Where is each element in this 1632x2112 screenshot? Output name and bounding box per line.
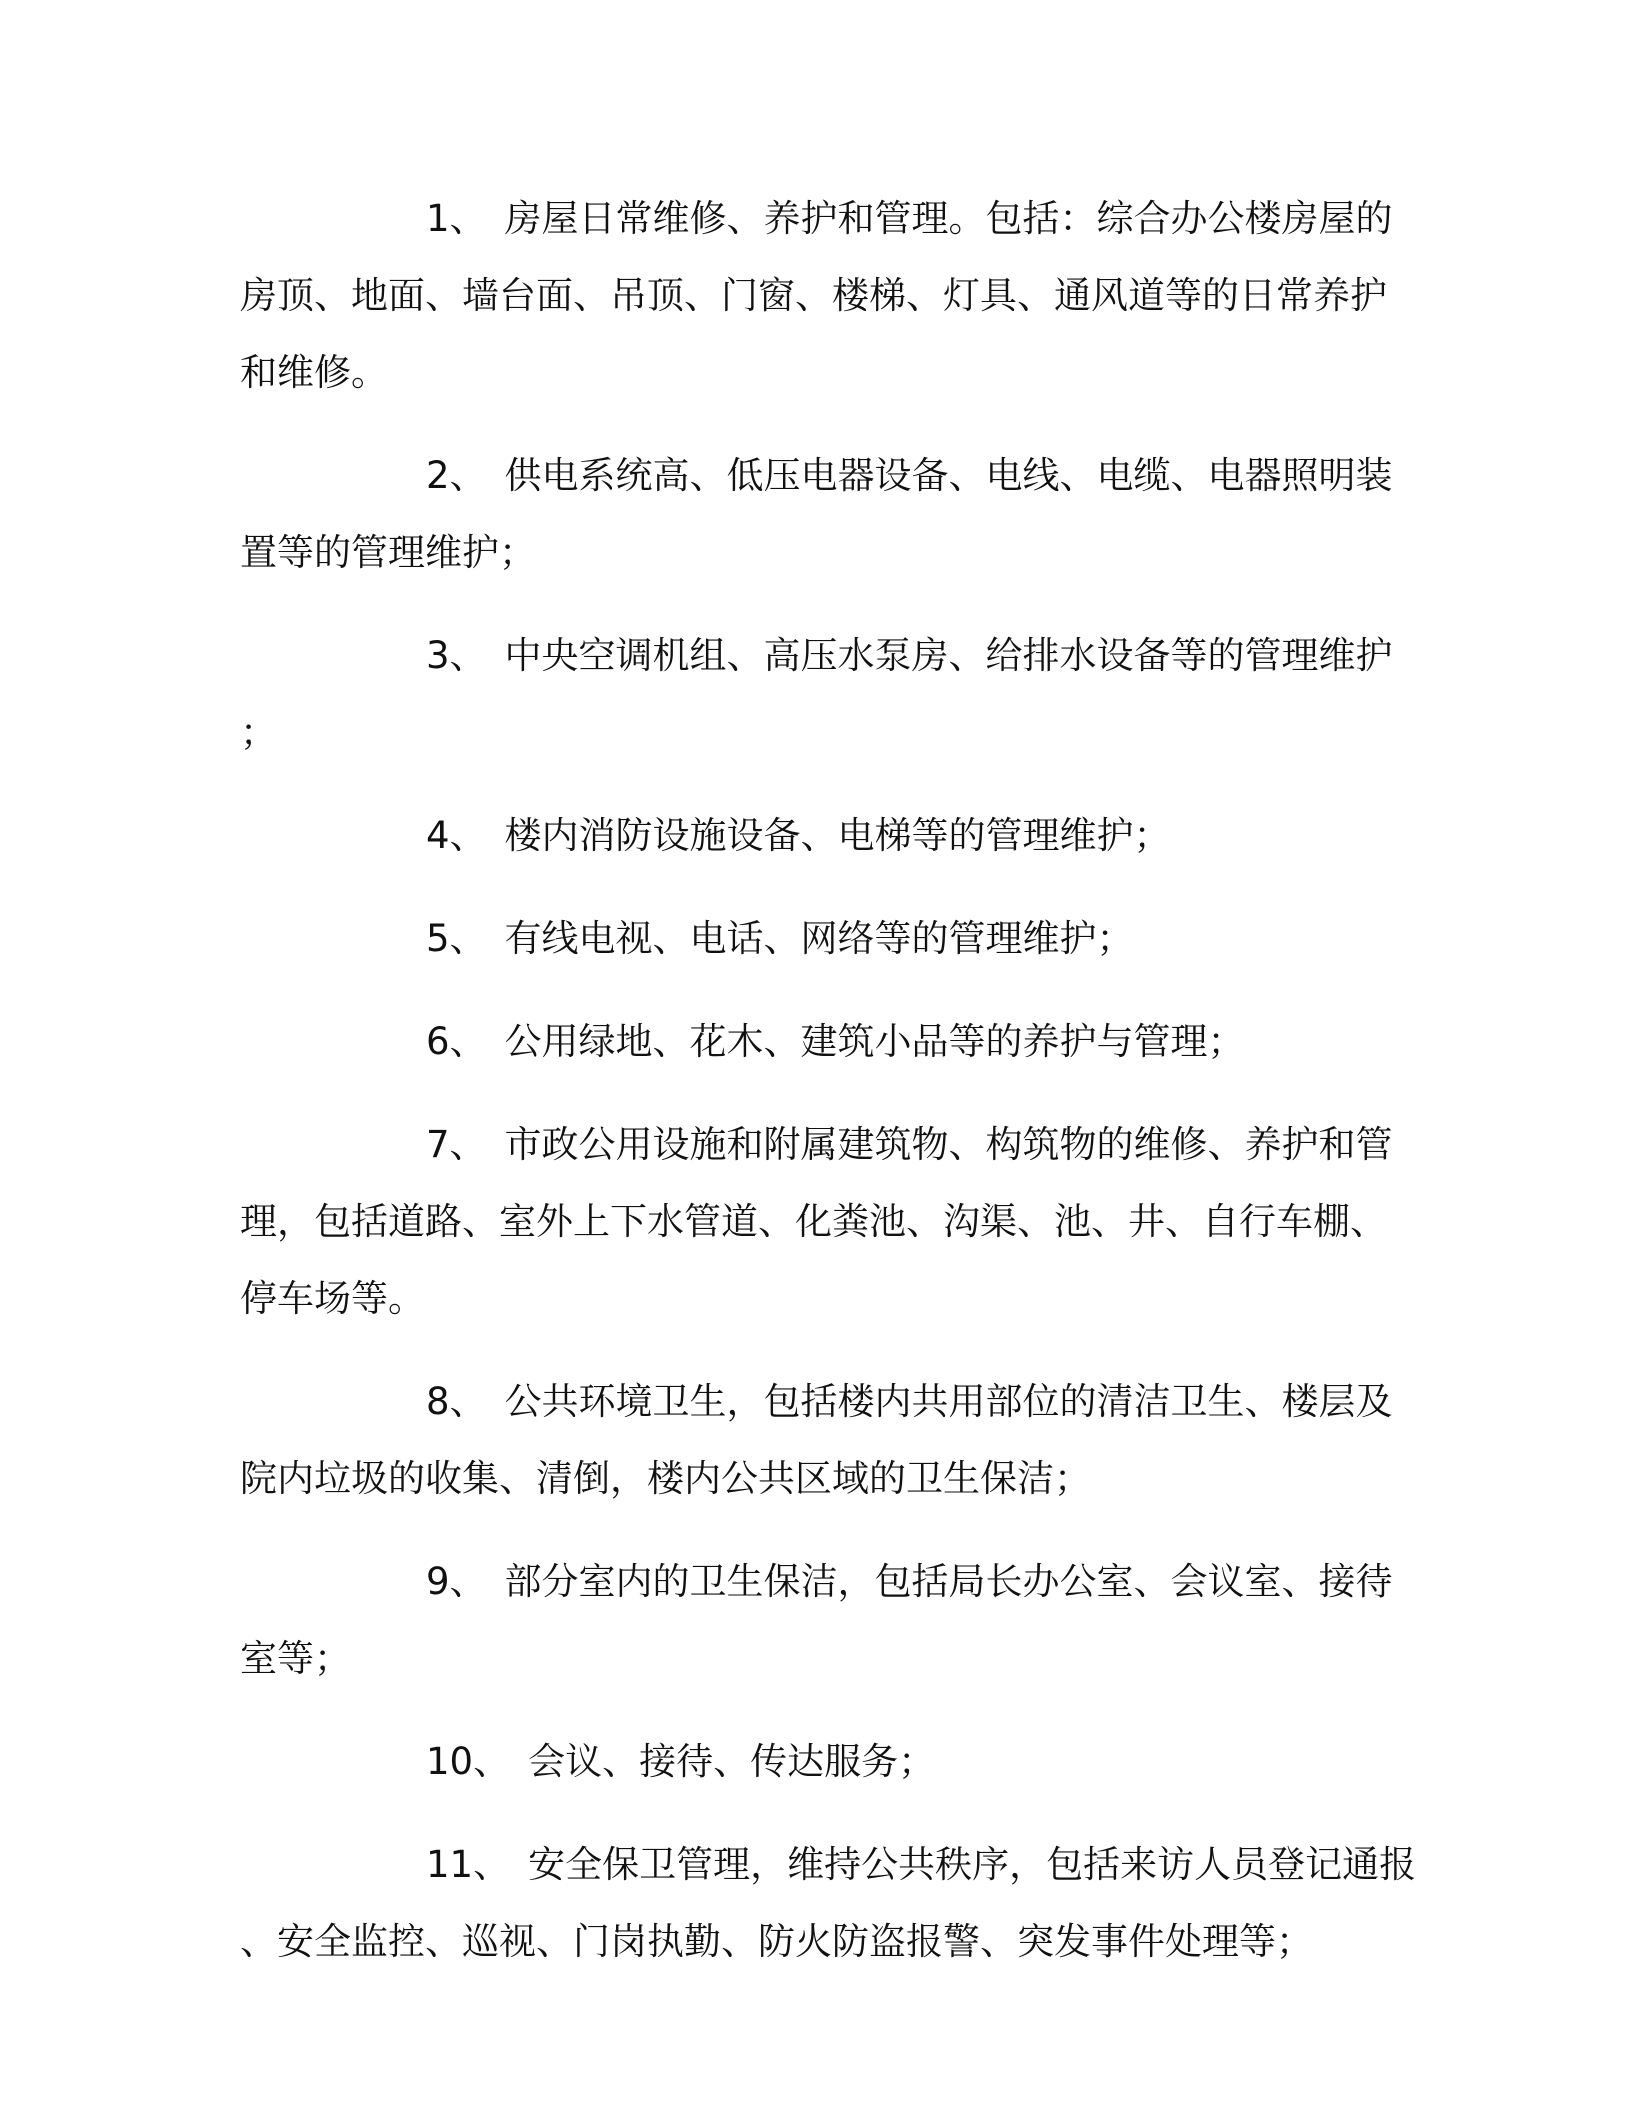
list-item-10 [240,1723,1420,1800]
item-number: 6、 [426,1020,487,1063]
item-text: 部分室内的卫生保洁，包括局长办公室、会议室、接待室等； [240,1560,1393,1680]
list-item-3 [240,617,1420,771]
item-number: 11、 [426,1843,511,1886]
item-number: 1、 [426,197,487,240]
list-item-5 [240,900,1420,977]
item-number: 7、 [426,1123,487,1166]
item-text: 房屋日常维修、养护和管理。包括：综合办公楼房屋的房顶、地面、墙台面、吊顶、门窗、楼梯、灯具、通风道等的日常养护和维修。 [240,197,1393,394]
item-text: 公用绿地、花木、建筑小品等的养护与管理； [504,1020,1245,1063]
item-number: 2、 [426,454,487,497]
list-item-8 [240,1363,1420,1517]
item-number: 8、 [426,1380,487,1423]
item-number: 10、 [426,1740,511,1783]
item-text: 市政公用设施和附属建筑物、构筑物的维修、养护和管理，包括道路、室外上下水管道、化粪池、沟渠、池、井、自行车棚、停车场等。 [240,1123,1393,1320]
item-number: 3、 [426,634,487,677]
item-text: 楼内消防设施设备、电梯等的管理维护； [504,814,1171,857]
item-text: 供电系统高、低压电器设备、电线、电缆、电器照明装置等的管理维护； [240,454,1393,574]
item-number: 9、 [426,1560,487,1603]
list-item-4 [240,797,1420,874]
document-body [240,180,1420,2006]
list-item-7 [240,1106,1420,1337]
item-text: 安全保卫管理，维持公共秩序，包括来访人员登记通报、安全监控、巡视、门岗执勤、防火防盗报警、突发事件处理等； [240,1843,1417,1963]
item-text: 中央空调机组、高压水泵房、给排水设备等的管理维护； [240,634,1393,754]
item-text: 有线电视、电话、网络等的管理维护； [504,917,1134,960]
item-text: 公共环境卫生，包括楼内共用部位的清洁卫生、楼层及院内垃圾的收集、清倒，楼内公共区域的卫生保洁； [240,1380,1393,1500]
list-item-9 [240,1543,1420,1697]
item-number: 5、 [426,917,487,960]
list-item-1 [240,180,1420,411]
item-number: 4、 [426,814,487,857]
list-item-2 [240,437,1420,591]
list-item-6 [240,1003,1420,1080]
item-text: 会议、接待、传达服务； [528,1740,936,1783]
list-item-11 [240,1826,1420,1980]
